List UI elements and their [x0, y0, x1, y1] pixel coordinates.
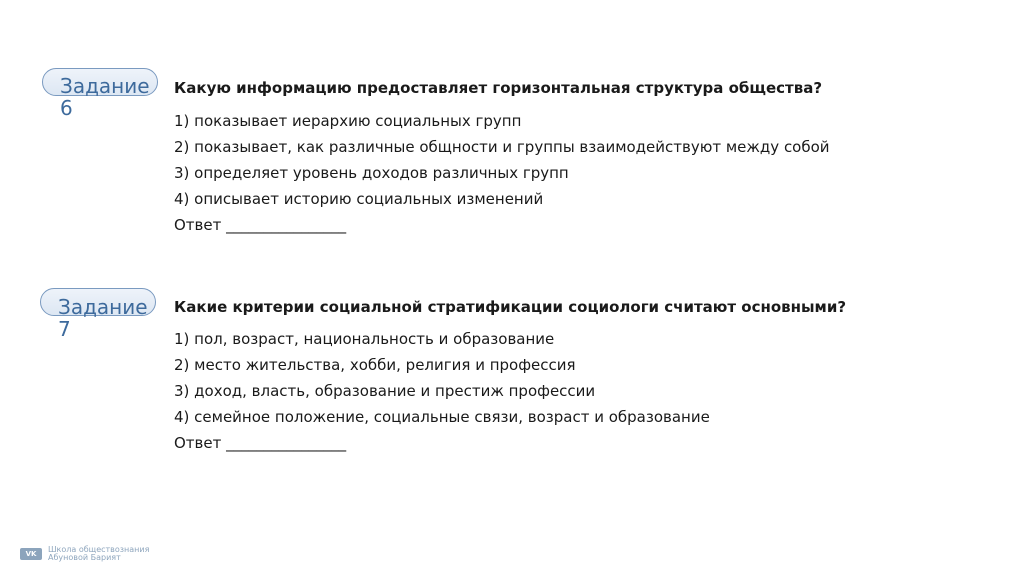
task-6-badge-label: Задание 6 [60, 74, 150, 120]
task-7-option-4: 4) семейное положение, социальные связи, возраст и образование [174, 408, 710, 426]
task-6-question: Какую информацию предоставляет горизонтальная структура общества? [174, 79, 823, 97]
task-6-options [174, 108, 830, 238]
vk-icon: VK [20, 548, 42, 560]
task-6-answer-line: Ответ ________________ [174, 216, 347, 234]
task-7-option-2: 2) место жительства, хобби, религия и профессия [174, 356, 576, 374]
footer-line-2: Абуновой Барият [48, 553, 121, 562]
task-7-option-3: 3) доход, власть, образование и престиж профессии [174, 382, 596, 400]
task-6-option-4: 4) описывает историю социальных изменений [174, 190, 544, 208]
task-6-option-1: 1) показывает иерархию социальных групп [174, 112, 522, 130]
footer-line-1: Школа обществознания [48, 545, 150, 554]
task-7-question: Какие критерии социальной стратификации социологи считают основными? [174, 298, 847, 316]
task-7-options [174, 326, 710, 456]
task-6-option-2: 2) показывает, как различные общности и группы взаимодействуют между собой [174, 138, 830, 156]
task-6-option-3: 3) определяет уровень доходов различных групп [174, 164, 569, 182]
footer-text-block [48, 546, 149, 562]
task-7-answer-line: Ответ ________________ [174, 434, 347, 452]
task-7-badge-label: Задание 7 [58, 295, 148, 341]
task-7-option-1: 1) пол, возраст, национальность и образование [174, 330, 555, 348]
footer-watermark [20, 546, 149, 562]
